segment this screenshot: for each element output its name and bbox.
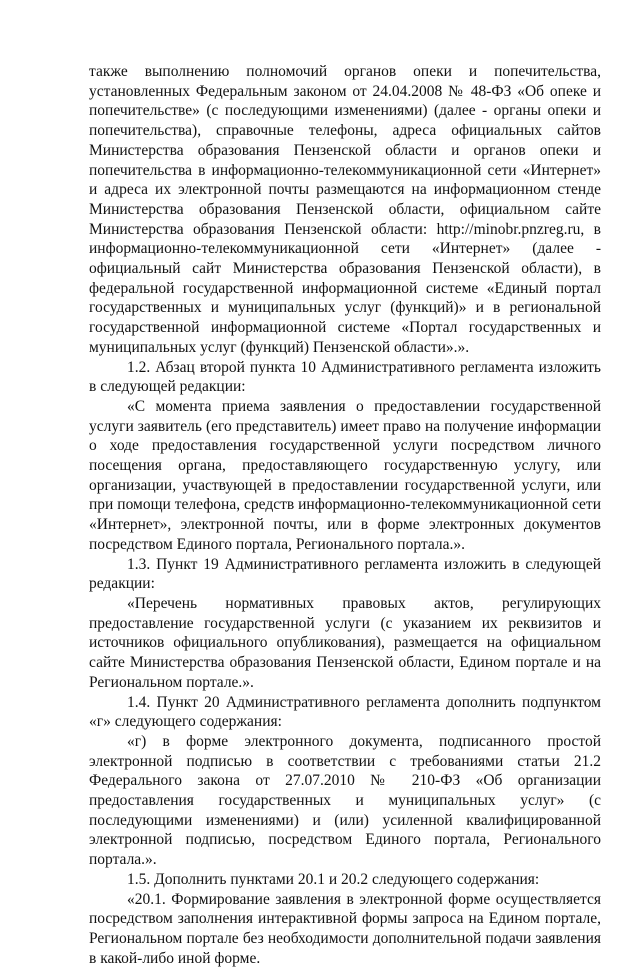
paragraph-1-2-quote: «С момента приема заявления о предоставлении государственной услуги заявитель (его представитель) имеет право на получение информации о ходе предоставления государственной услуги посредством личного посещения органа, предоставляющего государственную услугу, или организации, участвующей в предоставлении государственной услуги, или при помощи телефона, средств информационно-телекоммуникационной сети «Интернет», электронной почты, или в форме электронных документов посредством Единого портала, Регионального портала.». xyxy=(89,397,601,553)
paragraph-continuation: также выполнению полномочий органов опеки и попечительства, установленных Федеральным законом от 24.04.2008 № 48-ФЗ «Об опеке и попечительстве» (с последующими изменениями) (далее - органы опеки и попечительства), справочные телефоны, адреса официальных сайтов Министерства образования Пензенской области и органов опеки и попечительства в информационно-телекоммуникационной сети «Интернет» и адреса их электронной почты размещаются на информационном стенде Министерства образования Пензенской области, официальном сайте Министерства образования Пензенской области: http://minobr.pnzreg.ru, в информационно-телекоммуникационной сети «Интернет» (далее - официальный сайт Министерства образования Пензенской области), в федеральной государственной информационной системе «Единый портал государственных и муниципальных услуг (функций)» и в региональной государственной информационной системе «Портал государственных и муниципальных услуг (функций) Пензенской области».». xyxy=(89,63,601,356)
paragraph-1-4-quote: «г) в форме электронного документа, подписанного простой электронной подписью в соответствии с требованиями статьи 21.2 Федерального закона от 27.07.2010 № 210-ФЗ «Об организации предоставления государственных и муниципальных услуг» (с последующими изменениями) и (или) усиленной квалифицированной электронной подписью, посредством Единого портала, Регионального портала.». xyxy=(89,732,601,869)
paragraph-20-1: «20.1. Формирование заявления в электронной форме осуществляется посредством заполнения интерактивной формы запроса на Едином портале, Региональном портале без необходимости дополнительной подачи заявления в какой-либо иной форме. xyxy=(89,890,601,967)
document-page xyxy=(89,62,601,968)
paragraph-1-4: 1.4. Пункт 20 Административного регламента дополнить подпунктом «г» следующего содержания: xyxy=(89,693,601,731)
paragraph-1-3: 1.3. Пункт 19 Административного регламента изложить в следующей редакции: xyxy=(89,555,601,593)
paragraph-1-2: 1.2. Абзац второй пункта 10 Административного регламента изложить в следующей редакции: xyxy=(89,358,601,396)
paragraph-1-3-quote: «Перечень нормативных правовых актов, регулирующих предоставление государственной услуги (с указанием их реквизитов и источников официального опубликования), размещается на официальном сайте Министерства образования Пензенской области, Едином портале и на Региональном портале.». xyxy=(89,594,601,691)
paragraph-1-5: 1.5. Дополнить пунктами 20.1 и 20.2 следующего содержания: xyxy=(127,870,540,888)
